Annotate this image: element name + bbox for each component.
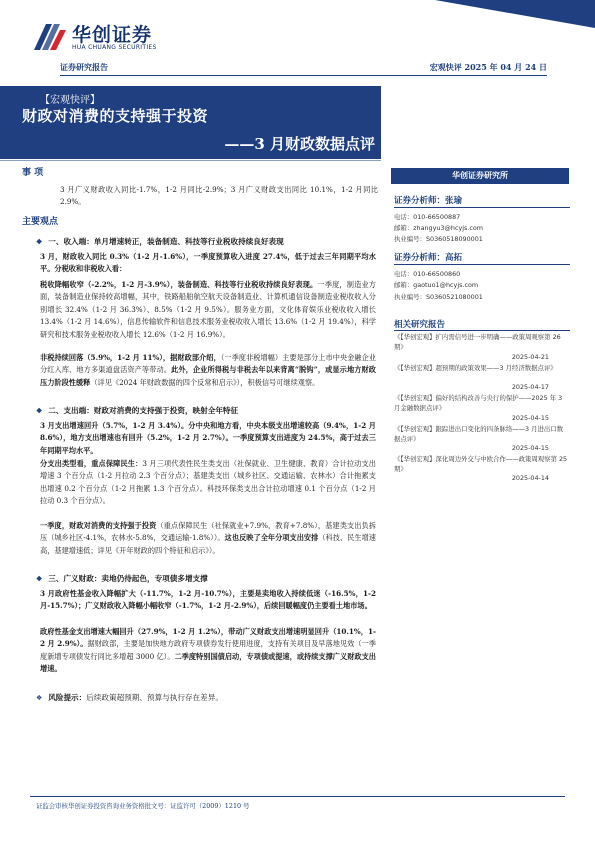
huachuang-logo-icon xyxy=(30,20,68,52)
section-2-para-3: 一季度，财政对消费的支持强于投资（重点保障民生（社保就业+7.9%，教育+7.8%），基建类支出负拆压（城乡社区-4.1%，农林水-5.8%，交通运输-1.8%））。这也反映了全年分项支出安排（科技、民生增速高，基建增速低；详见《开年财政的四个特征和启示》）。 xyxy=(40,521,376,555)
section-2-title: ❖ 二、支出端：财政对消费的支持强于投资，映射全年特征 xyxy=(36,406,239,415)
analyst-1-tel: 电话：010-66500887 xyxy=(394,213,461,221)
section-1-para-3: 非税持续回落（5.9%，1-2 月 11%），据财政部介绍，（一季度非税增幅）主要是部分上市中央金融企业分红入库、地方多渠道盘活资产等带动。此外，企业所得税与非税去年以来背离“脱钩”，或显示地方财政压力阶段性缓释（详见《2024 年财政数据的四个反常和启示》），积极信号可继续观察。 xyxy=(40,353,376,387)
logo-cn-text: 华创证券 xyxy=(72,24,153,46)
related-report-1-date: 2025-04-21 xyxy=(511,353,549,361)
related-report-2[interactable]: 《【华创宏观】超预期的政策效果——3 月经济数据点评》 xyxy=(394,364,557,372)
analyst-1-email[interactable]: 邮箱：zhangyu3@hcyjs.com xyxy=(394,224,484,232)
main-points-heading: 主要观点 xyxy=(22,217,59,227)
section-3-para-2: 政府性基金支出增速大幅回升（27.9%，1-2 月 1.2%），带动广义财政支出增速明显回升（10.1%，1-2 月 2.9%）。据财政部，主要是加快地方政府专项债券发行使用进度，支持有关项目及早落地见效（一季度新增专项债发行同比多增超 3000 亿）。二季度特别国债启动，专项债或提速，或持续支撑广义财政支出增速。 xyxy=(40,627,376,674)
section-3-title: ❖ 三、广义财政：卖地仍待起色，专项债多增支撑 xyxy=(36,574,208,583)
analyst-2-cert: 执业编号：S0360521080001 xyxy=(394,293,483,301)
section-1-para-1: 3 月，财政收入同比 0.3%（1-2 月-1.6%），一季度预算收入进度 27.4%，低于过去三年同期平均水平。分税收和非税收入看： xyxy=(40,252,376,274)
events-text: 3 月广义财政收入同比-1.7%，1-2 月同比-2.9%；3 月广义财政支出同比 10.1%，1-2 月同比 2.9%。 xyxy=(60,185,378,207)
analyst-2-title: 证券分析师：高拓 xyxy=(394,253,463,263)
analyst-1-divider xyxy=(394,207,570,208)
report-category-date: 宏观快评 2025 年 04 月 24 日 xyxy=(429,62,547,72)
analyst-2-divider xyxy=(394,264,570,265)
related-report-4-date: 2025-04-15 xyxy=(511,444,549,452)
section-2-para-2: 分支出类型看，重点保障民生：3 月三项代表性民生类支出（社保就业、卫生健康、教育）合计拉动支出增速 3 个百分点（1-2 月拉动 2.3 个百分点）；基建类支出（城乡社区、交通运输、农林水）合计拖累支出增速 0.2 个百分点（1-2 月拖累 1.3 个百分点）。科技环保类支出合计拉动增速 0.1 个百分点（1-2 月拉动 0.3 个百分点）。 xyxy=(40,459,376,506)
section-1-title: ❖ 一、收入端：单月增速转正，装备制造、科技等行业税收持续良好表现 xyxy=(36,237,284,246)
report-tag: 【宏观快评】 xyxy=(40,95,100,106)
related-research-heading: 相关研究报告 xyxy=(394,320,446,330)
section-2-para-1: 3 月支出增速回升（5.7%，1-2 月 3.4%）。分中央和地方看，中央本级支出增速较高（9.4%，1-2 月 8.6%），地方支出增速也有回升（5.2%，1-2 月 2.7%）。一季度预算支出进度为 24.5%，高于过去三年同期平均水平。 xyxy=(40,421,376,455)
header-divider xyxy=(60,75,547,76)
header-corner-decoration xyxy=(435,0,595,28)
page-subtitle: ——3 月财政数据点评 xyxy=(224,135,375,153)
report-type-label: 证券研究报告 xyxy=(60,62,108,72)
related-report-5[interactable]: 《【华创宏观】深化周边外交与中欧合作——政策周观察第 25 期》 xyxy=(394,455,568,473)
title-band-underline xyxy=(0,160,381,161)
related-report-1[interactable]: 《【华创宏观】扩内需信号进一步明确——政策周观察第 26 期》 xyxy=(394,333,561,351)
related-report-3-date: 2025-04-15 xyxy=(511,414,549,422)
analyst-2-email[interactable]: 邮箱：gaotuo1@hcyjs.com xyxy=(394,281,479,289)
diamond-bullet-icon: ❖ xyxy=(36,237,43,246)
events-heading: 事 项 xyxy=(22,168,44,178)
risk-warning: ❖ 风险提示：后续政策超预期、预算与执行存在差异。 xyxy=(36,693,223,702)
section-3-para-1: 3 月政府性基金收入降幅扩大（-11.7%，1-2 月-10.7%），主要是卖地收入持续低迷（-16.5%，1-2 月-15.7%）；广义财政收入降幅小幅收窄（-1.7%，1-2 月-2.9%），后续回暖幅度仍主要看土地市场。 xyxy=(40,589,376,611)
section-1-para-2: 税收降幅收窄（-2.2%，1-2 月-3.9%），装备制造、科技等行业税收持续良好表现。一季度，制造业方面，装备制造业保持较高增幅，其中，铁路船舶航空航天设备制造业、计算机通信设备制造业税收收入分别增长 32.4%（1-2 月 36.3%）、8.5%（1-2 月 9.5%）。服务业方面，文化体育娱乐业税收收入增长 13.4%（1-2 月 14.6%），信息传输软件和信息技术服务业税收收入增长 13.6%（1-2 月 19.4%），科学研究和技术服务业税收收入增长 12.6%（1-2 月 16.9%）。 xyxy=(40,280,376,339)
related-research-divider xyxy=(394,330,570,331)
related-report-5-date: 2025-04-14 xyxy=(511,474,549,482)
related-report-2-date: 2025-04-17 xyxy=(511,383,549,391)
analyst-1-cert: 执业编号：S0360518090001 xyxy=(394,235,483,243)
diamond-bullet-icon: ❖ xyxy=(36,406,43,415)
diamond-bullet-icon: ❖ xyxy=(36,694,43,702)
analyst-2-tel: 电话：010-66500860 xyxy=(394,270,461,278)
analyst-1-title: 证券分析师：张瑜 xyxy=(394,196,463,206)
page-title: 财政对消费的支持强于投资 xyxy=(22,107,209,125)
related-report-4[interactable]: 《【华创宏观】跟踪进出口变化的四条脉络——3 月进出口数据点评》 xyxy=(394,425,564,443)
research-institute-band: 华创证券研究所 xyxy=(391,168,569,184)
footer-license: 证监会审核华创证券投资咨询业务资格批文号：证监许可（2009）1210 号 xyxy=(36,802,250,810)
diamond-bullet-icon: ❖ xyxy=(36,574,43,583)
logo-en-text: HUA CHUANG SECURITIES xyxy=(72,44,157,51)
related-report-3[interactable]: 《【华创宏观】偏好的结构改善与央行的保护——2025 年 3 月金融数据点评》 xyxy=(394,394,563,412)
footer-divider xyxy=(30,796,565,797)
